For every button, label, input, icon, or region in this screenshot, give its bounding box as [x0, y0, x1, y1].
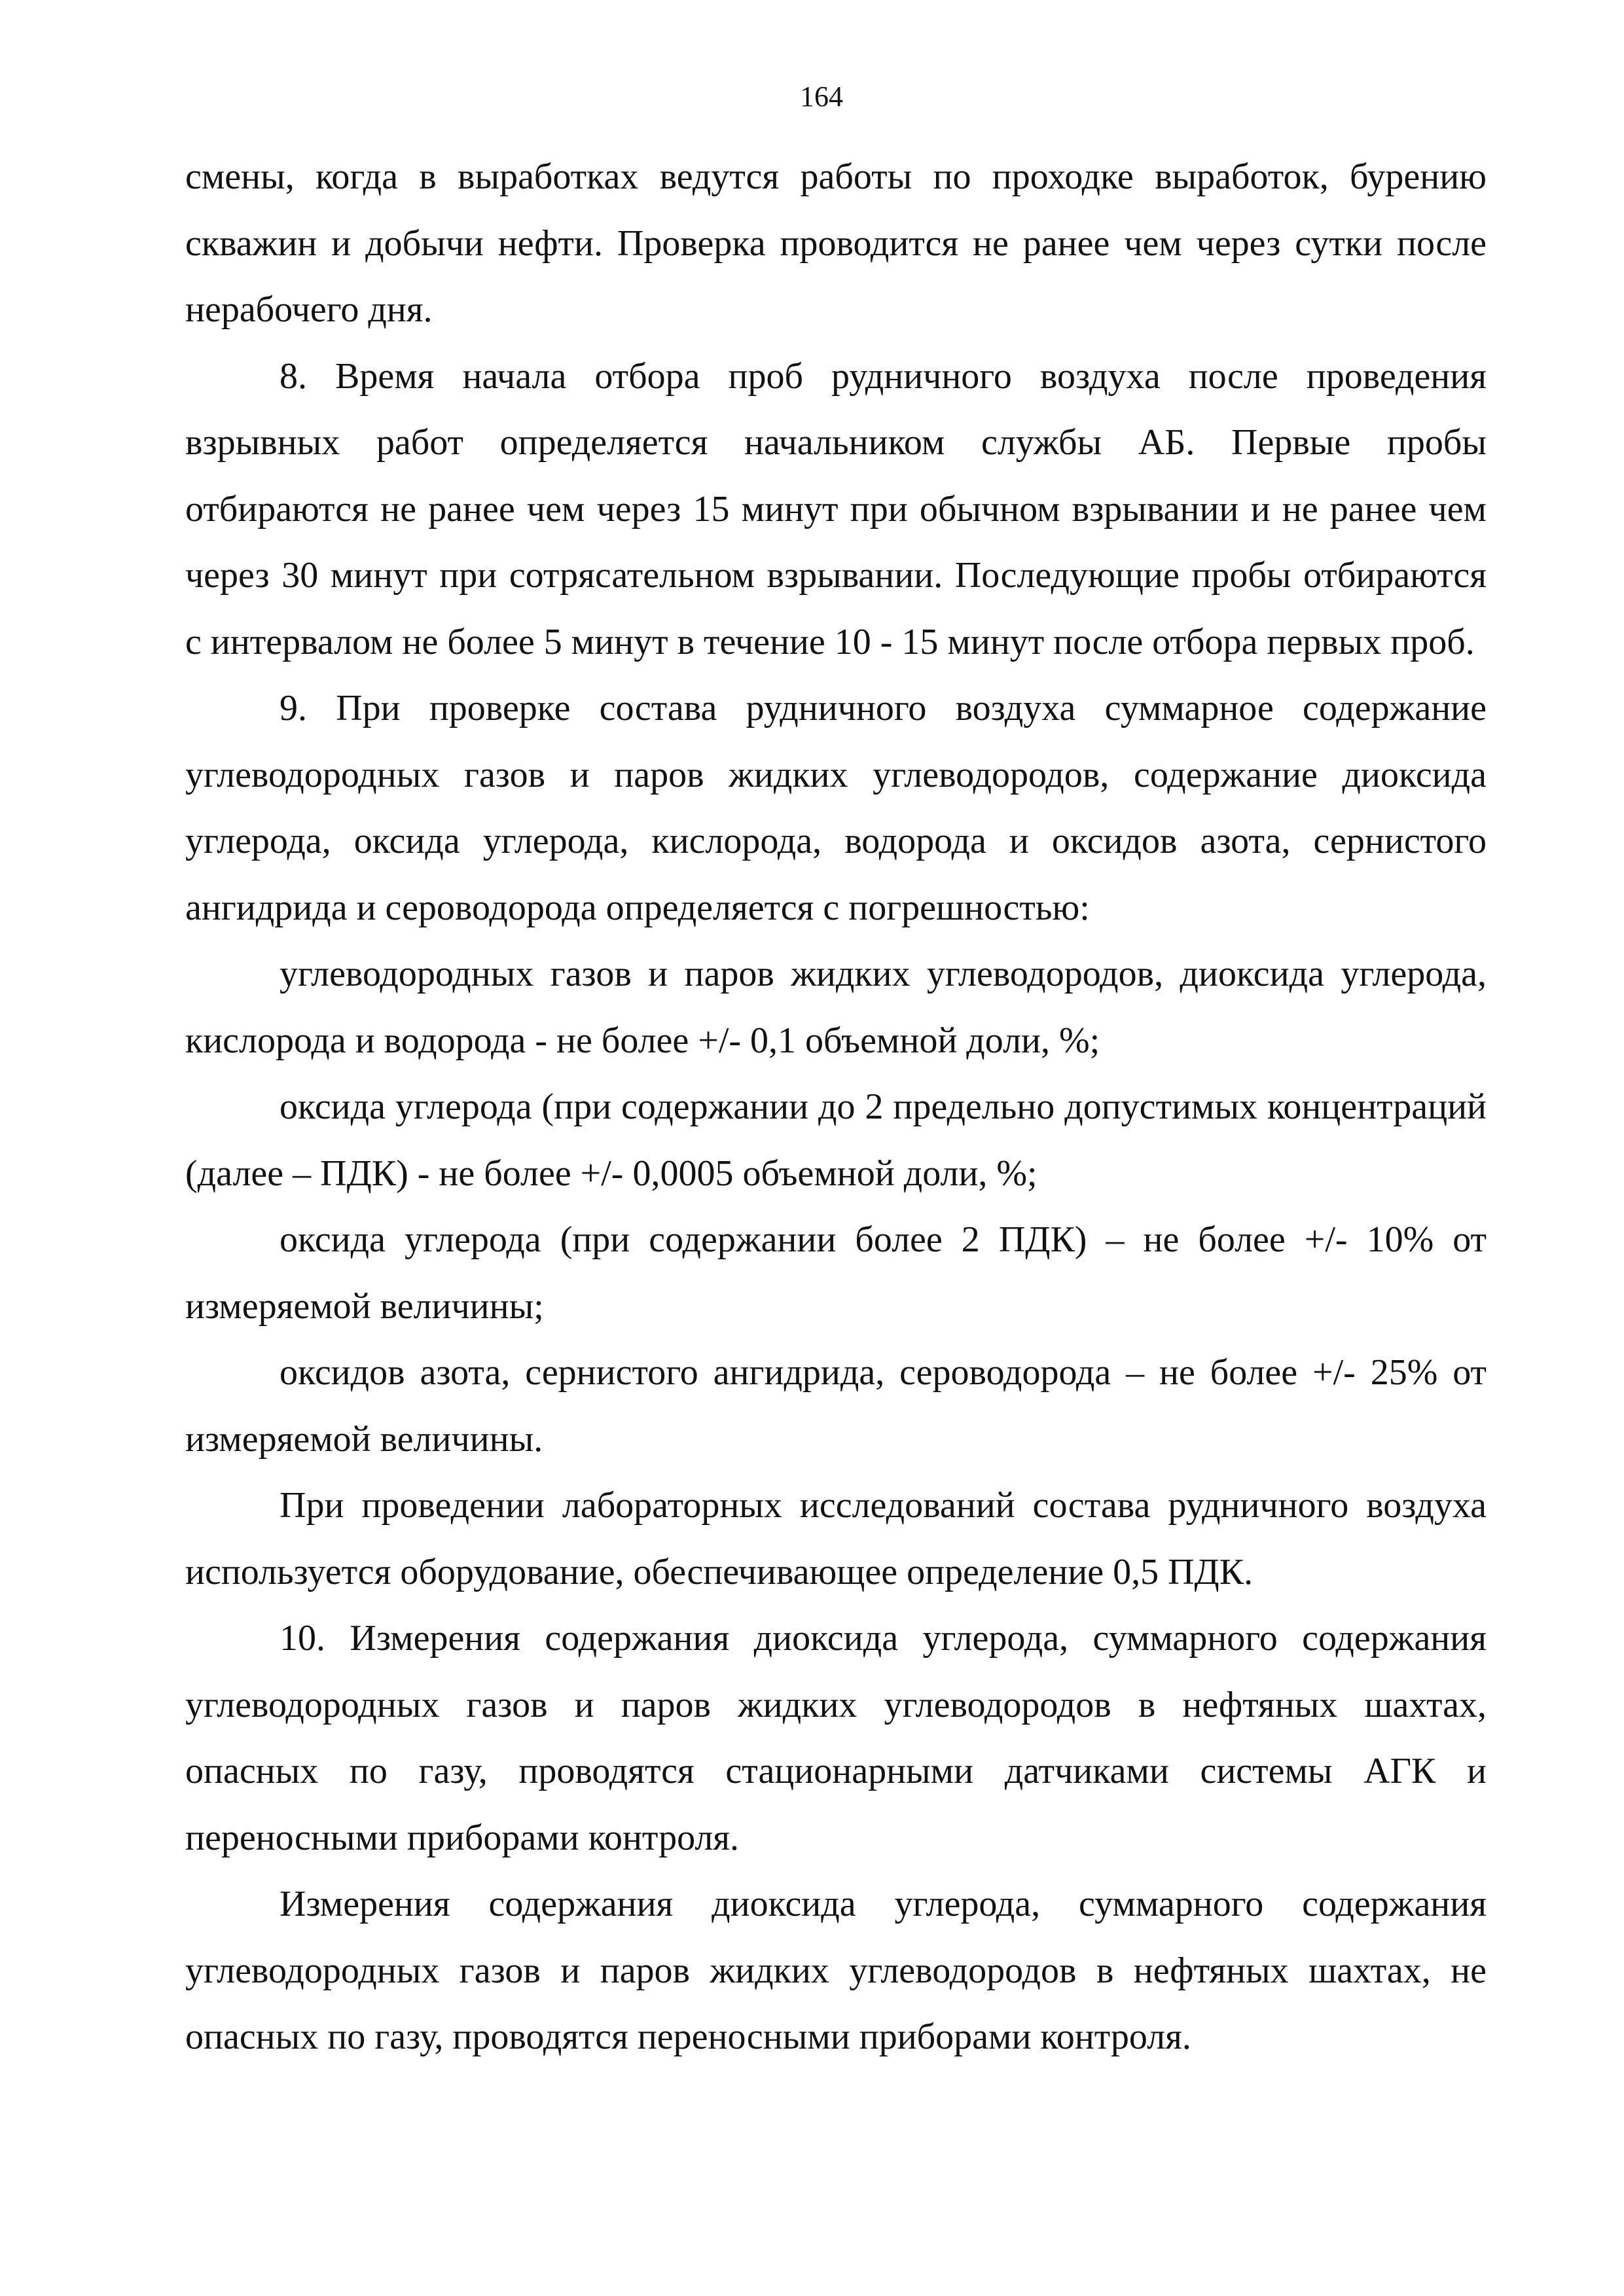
- paragraph-laboratory-equipment: При проведении лабораторных исследований состава рудничного воздуха используется оборудование, обеспечивающее определение 0,5 ПДК.: [185, 1485, 1487, 1592]
- paragraph-nitrogen-oxides-accuracy: оксидов азота, сернистого ангидрида, сероводорода – не более +/- 25% от измеряемой величины.: [185, 1352, 1487, 1460]
- paragraph-co-high-accuracy: оксида углерода (при содержании более 2 ПДК) – не более +/- 10% от измеряемой величины;: [185, 1219, 1487, 1327]
- document-body: [185, 144, 1487, 2071]
- page-number: 164: [800, 81, 843, 113]
- paragraph-item-9: 9. При проверке состава рудничного воздуха суммарное содержание углеводородных газов и паров жидких углеводородов, содержание диоксида углерода, оксида углерода, кислорода, водорода и оксидов азота, сернистого ангидрида и сероводорода определяется с погрешностью:: [185, 688, 1487, 928]
- paragraph-non-gas-mines: Измерения содержания диоксида углерода, суммарного содержания углеводородных газов и паров жидких углеводородов в нефтяных шахтах, не опасных по газу, проводятся переносными приборами контроля.: [185, 1884, 1487, 2057]
- paragraph-hydrocarbons-accuracy: углеводородных газов и паров жидких углеводородов, диоксида углерода, кислорода и водорода - не более +/- 0,1 объемной доли, %;: [185, 954, 1487, 1061]
- paragraph-continuation: смены, когда в выработках ведутся работы по проходке выработок, бурению скважин и добычи нефти. Проверка проводится не ранее чем через сутки после нерабочего дня.: [185, 156, 1487, 330]
- paragraph-item-10: 10. Измерения содержания диоксида углерода, суммарного содержания углеводородных газов и паров жидких углеводородов в нефтяных шахтах, опасных по газу, проводятся стационарными датчиками системы АГК и переносными приборами контроля.: [185, 1618, 1487, 1858]
- paragraph-co-low-accuracy: оксида углерода (при содержании до 2 предельно допустимых концентраций (далее – ПДК) - не более +/- 0,0005 объемной доли, %;: [185, 1086, 1487, 1194]
- paragraph-item-8: 8. Время начала отбора проб рудничного воздуха после проведения взрывных работ определяется начальником службы АБ. Первые пробы отбираются не ранее чем через 15 минут при обычном взрывании и не ранее чем через 30 минут при сотрясательном взрывании. Последующие пробы отбираются с интервалом не более 5 минут в течение 10 - 15 минут после отбора первых проб.: [185, 355, 1487, 662]
